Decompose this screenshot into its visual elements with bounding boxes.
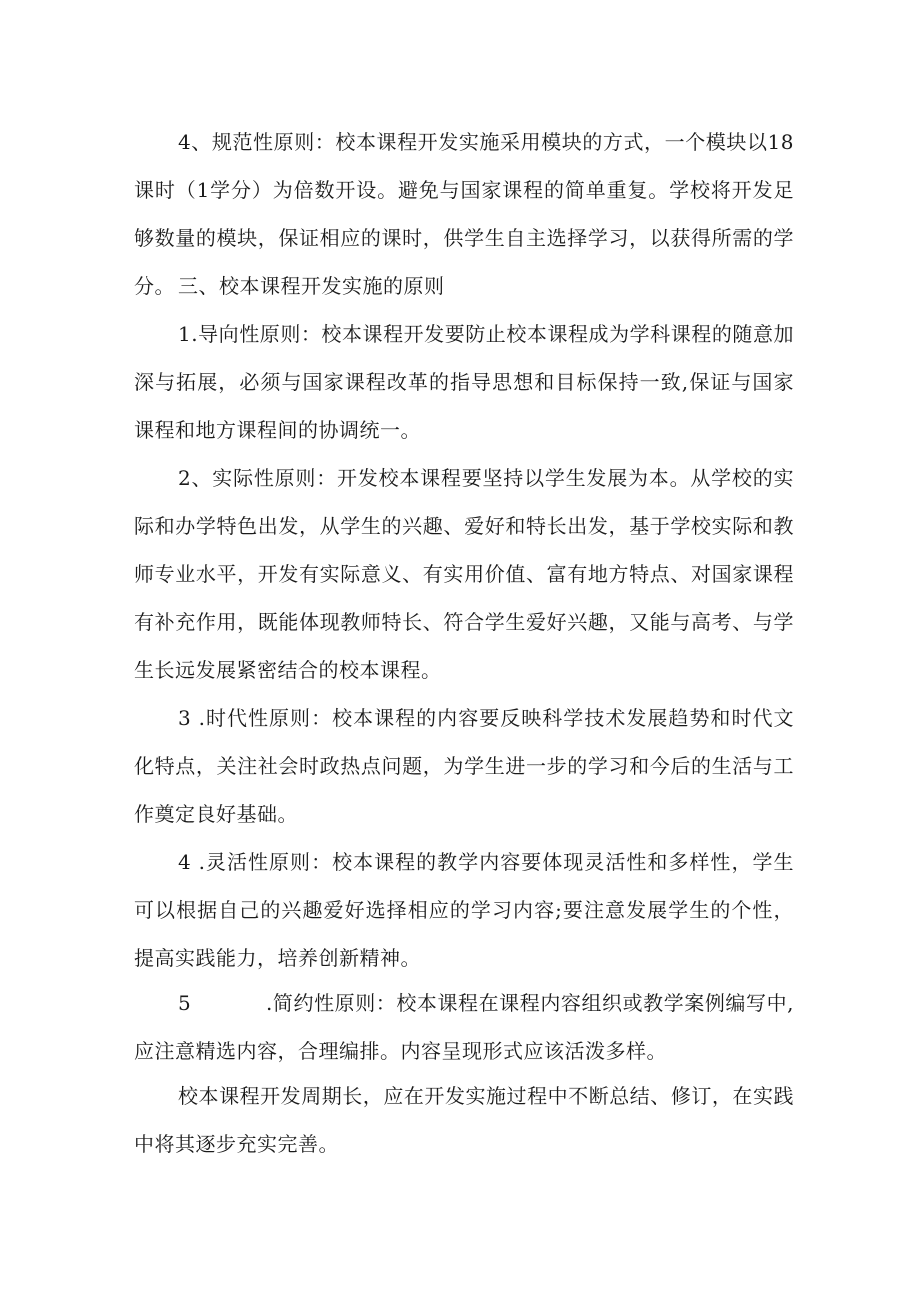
paragraph-simplicity-principle [134,979,794,1075]
paragraph-flexibility-principle: 4 .灵活性原则：校本课程的教学内容要体现灵活性和多样性，学生可以根据自己的兴趣爱好选择相应的学习内容;要注意发展学生的个性，提高实践能力，培养创新精神。 [134,850,794,970]
paragraph-orientation-principle: 1.导向性原则：校本课程开发要防止校本课程成为学科课程的随意加深与拓展，必须与国家课程改革的指导思想和目标保持一致,保证与国家课程和地方课程间的协调统一。 [134,322,794,442]
paragraph-practicality-principle: 2、实际性原则：开发校本课程要坚持以学生发展为本。从学校的实际和办学特色出发，从学生的兴趣、爱好和特长出发，基于学校实际和教师专业水平，开发有实际意义、有实用价值、富有地方特点、对国家课程有补充作用，既能体现教师特长、符合学生爱好兴趣，又能与高考、与学生长远发展紧密结合的校本课程。 [134,466,794,682]
paragraph-simplicity-text: .简约性原则：校本课程在课程内容组织或教学案例编写中,应注意精选内容，合理编排。内容呈现形式应该活泼多样。 [134,991,794,1063]
paragraph-number: 5 [178,991,192,1015]
paragraph-standardization-principle: 4、规范性原则：校本课程开发实施采用模块的方式，一个模块以18课时（1学分）为倍数开设。避免与国家课程的简单重复。学校将开发足够数量的模块，保证相应的课时，供学生自主选择学习，以获得所需的学分。 [134,130,794,298]
section-heading-principles: 三、校本课程开发实施的原则 [178,274,445,298]
paragraph-timeliness-principle: 3 .时代性原则：校本课程的内容要反映科学技术发展趋势和时代文化特点，关注社会时政热点问题，为学生进一步的学习和今后的生活与工作奠定良好基础。 [134,706,794,826]
paragraph-closing-note: 校本课程开发周期长，应在开发实施过程中不断总结、修订，在实践中将其逐步充实完善。 [134,1084,794,1156]
